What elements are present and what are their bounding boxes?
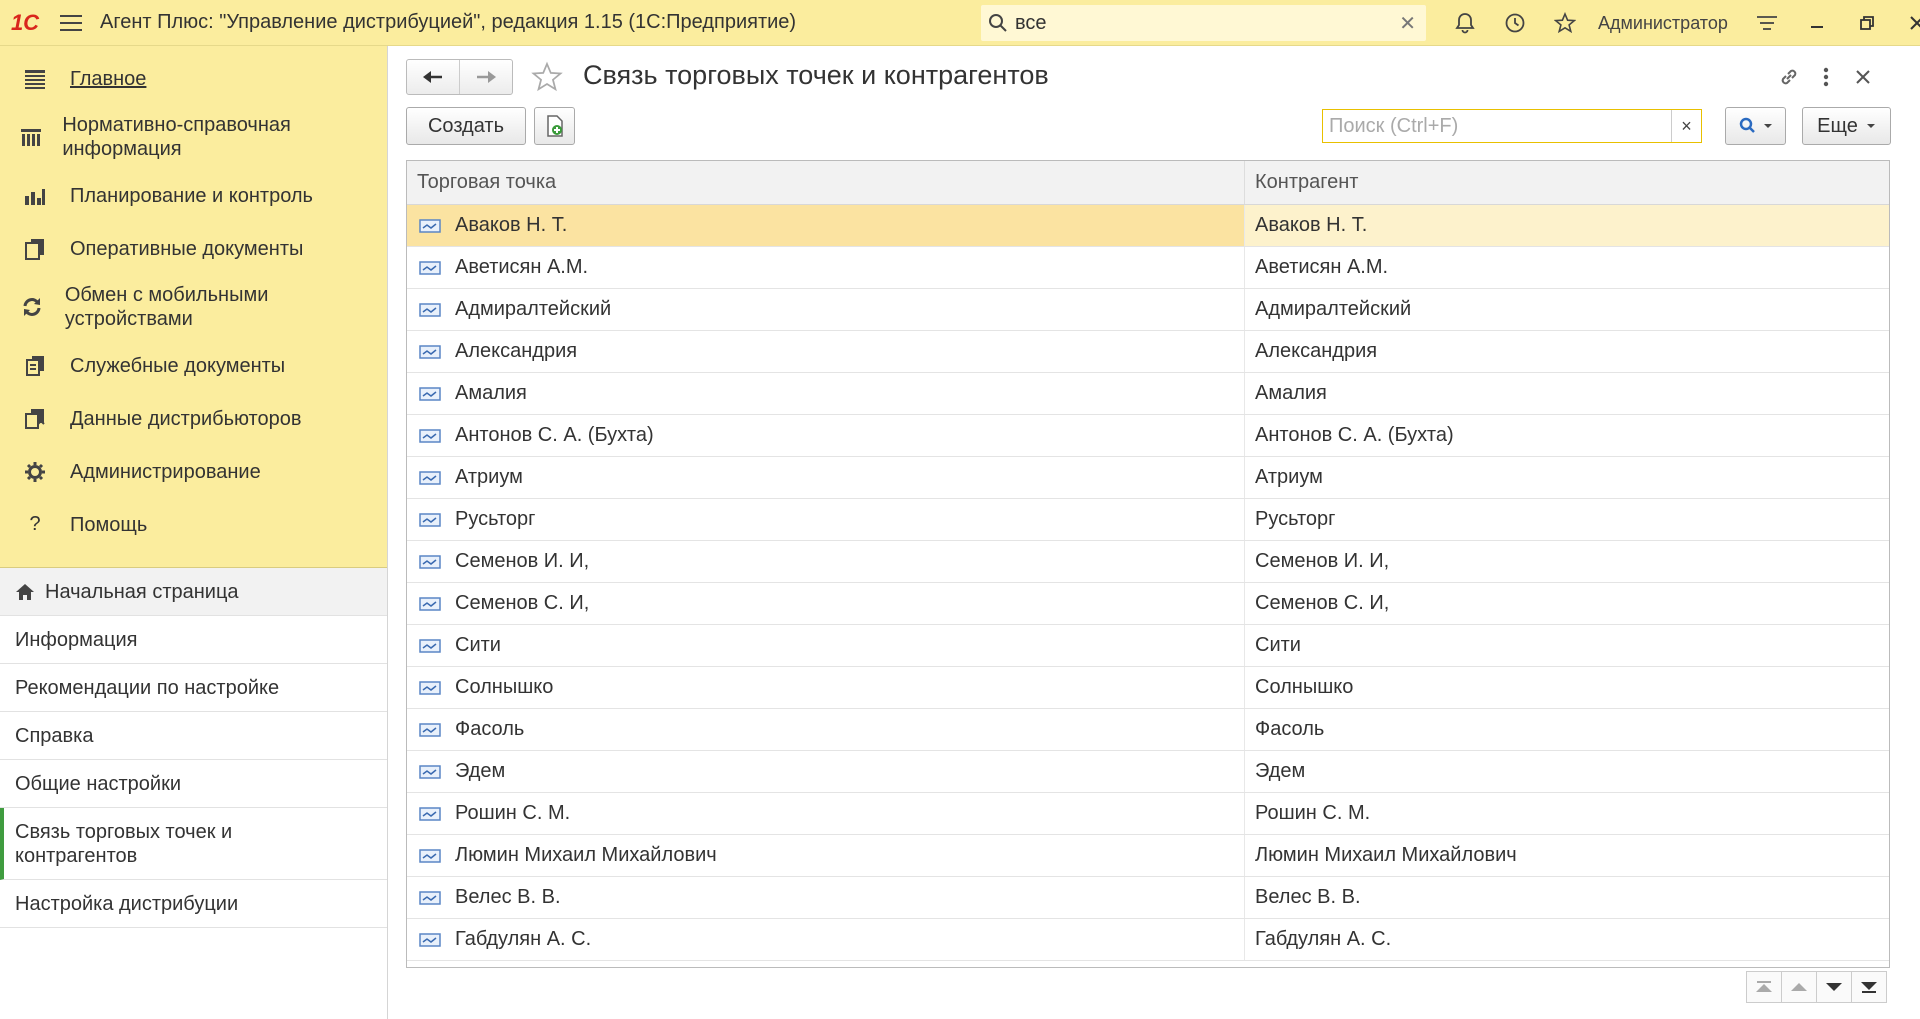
favorites-star-icon[interactable] — [1540, 0, 1590, 46]
book-columns-icon — [0, 126, 62, 148]
table-row[interactable] — [407, 247, 1889, 289]
table-row[interactable] — [407, 457, 1889, 499]
record-icon — [419, 849, 443, 863]
cell-trade-point[interactable] — [407, 457, 1245, 498]
minimize-icon[interactable] — [1792, 0, 1842, 46]
counterparty-name: Семенов С. И, — [1255, 592, 1390, 614]
distributor-data-icon — [0, 408, 70, 430]
cell-trade-point[interactable] — [407, 877, 1245, 918]
list-search-input[interactable] — [1323, 115, 1653, 138]
search-icon — [1739, 117, 1759, 135]
record-icon — [419, 765, 443, 779]
cell-counterparty[interactable] — [1245, 415, 1889, 456]
counterparty-name: Рошин С. М. — [1255, 802, 1371, 824]
section-label: Помощь — [70, 513, 148, 536]
section-distributor-data[interactable] — [0, 392, 387, 445]
cell-trade-point[interactable] — [407, 709, 1245, 750]
trade-point-name: Фасоль — [455, 718, 525, 740]
table-row[interactable] — [407, 583, 1889, 625]
record-icon — [419, 429, 443, 443]
open-window-general-settings[interactable] — [0, 760, 387, 808]
trade-point-name: Атриум — [455, 466, 523, 488]
record-icon — [419, 219, 443, 233]
record-icon — [419, 597, 443, 611]
record-icon — [419, 303, 443, 317]
record-icon — [419, 345, 443, 359]
record-icon — [419, 261, 443, 275]
table-row[interactable] — [407, 793, 1889, 835]
counterparty-name: Александрия — [1255, 340, 1378, 362]
cell-counterparty[interactable] — [1245, 625, 1889, 666]
trade-point-name: Александрия — [455, 340, 578, 362]
scroll-down-button[interactable] — [1816, 971, 1852, 1003]
add-document-icon — [545, 115, 565, 137]
section-label: Данные дистрибьюторов — [70, 407, 302, 430]
counterparty-name: Амалия — [1255, 382, 1327, 404]
form-area — [389, 46, 1920, 1019]
sync-icon — [0, 296, 65, 318]
table-row[interactable] — [407, 205, 1889, 247]
section-operational-docs[interactable] — [0, 222, 387, 275]
cell-trade-point[interactable] — [407, 373, 1245, 414]
chevron-up-icon — [1790, 981, 1808, 993]
section-label: Оперативные документы — [70, 237, 304, 260]
link-icon[interactable] — [1772, 60, 1806, 94]
open-windows-list — [0, 568, 387, 928]
open-window-label: Связь торговых точек и контрагентов — [15, 820, 233, 867]
record-icon — [419, 387, 443, 401]
scroll-to-bottom-button[interactable] — [1851, 971, 1887, 1003]
top-bar — [0, 0, 1920, 46]
section-label: Главное — [70, 67, 147, 90]
counterparty-name: Фасоль — [1255, 718, 1325, 740]
list-search[interactable] — [1322, 109, 1702, 143]
trade-point-name: Рошин С. М. — [455, 802, 571, 824]
record-icon — [419, 891, 443, 905]
section-help[interactable] — [0, 498, 387, 551]
table-row[interactable] — [407, 667, 1889, 709]
trade-point-name: Антонов С. А. (Бухта) — [455, 424, 654, 446]
cell-counterparty[interactable] — [1245, 205, 1889, 246]
open-window-info[interactable] — [0, 616, 387, 664]
chevron-down-icon — [1866, 123, 1876, 129]
open-window-label: Настройка дистрибуции — [15, 892, 239, 915]
trade-point-name: Велес В. В. — [455, 886, 561, 908]
bell-icon[interactable] — [1440, 0, 1490, 46]
global-search-input[interactable] — [1015, 12, 1375, 35]
section-label: Служебные документы — [70, 354, 286, 377]
table-row[interactable] — [407, 415, 1889, 457]
counterparty-name: Солнышко — [1255, 676, 1354, 698]
trade-point-name: Люмин Михаил Михайлович — [455, 844, 717, 866]
cell-trade-point[interactable] — [407, 583, 1245, 624]
cell-trade-point[interactable] — [407, 919, 1245, 960]
trade-point-name: Аваков Н. Т. — [455, 214, 568, 236]
list-scroll-controls — [1747, 971, 1887, 1003]
cell-trade-point[interactable] — [407, 835, 1245, 876]
counterparty-name: Габдулян А. С. — [1255, 928, 1392, 950]
trade-point-name: Адмиралтейский — [455, 298, 612, 320]
gear-icon — [0, 461, 70, 483]
scroll-to-top-button[interactable] — [1746, 971, 1782, 1003]
form-title: Связь торговых точек и контрагентов — [583, 60, 1049, 90]
cell-counterparty[interactable] — [1245, 247, 1889, 288]
cell-counterparty[interactable] — [1245, 583, 1889, 624]
counterparty-name: Аваков Н. Т. — [1255, 214, 1368, 236]
cell-counterparty[interactable] — [1245, 709, 1889, 750]
table-body — [407, 205, 1889, 961]
double-chevron-down-icon — [1860, 980, 1878, 994]
cell-counterparty[interactable] — [1245, 499, 1889, 540]
trade-point-name: Аветисян А.М. — [455, 256, 589, 278]
main-menu-button[interactable] — [50, 0, 92, 46]
double-chevron-up-icon — [1755, 980, 1773, 994]
table-header — [407, 161, 1889, 205]
cell-counterparty[interactable] — [1245, 667, 1889, 708]
counterparty-name: Люмин Михаил Михайлович — [1255, 844, 1517, 866]
open-window-label: Рекомендации по настройке — [15, 676, 280, 699]
current-user[interactable]: Администратор — [1598, 12, 1728, 33]
cell-trade-point[interactable] — [407, 541, 1245, 582]
table-row[interactable] — [407, 625, 1889, 667]
counterparty-name: Сити — [1255, 634, 1301, 656]
table-row[interactable] — [407, 919, 1889, 961]
scroll-up-button[interactable] — [1781, 971, 1817, 1003]
counterparty-name: Семенов И. И, — [1255, 550, 1390, 572]
counterparty-name: Аветисян А.М. — [1255, 256, 1389, 278]
cell-trade-point[interactable] — [407, 205, 1245, 246]
cell-counterparty[interactable] — [1245, 331, 1889, 372]
more-vertical-icon[interactable] — [1809, 60, 1843, 94]
section-label: Администрирование — [70, 460, 261, 483]
more-label: Еще — [1817, 114, 1858, 137]
back-button[interactable] — [407, 60, 460, 94]
section-main[interactable] — [0, 52, 387, 105]
record-icon — [419, 513, 443, 527]
app-logo[interactable]: 1С — [10, 9, 40, 35]
open-window-label: Справка — [15, 724, 94, 747]
nav-buttons — [406, 59, 513, 95]
counterparty-name: Русьторг — [1255, 508, 1336, 530]
data-table — [406, 160, 1890, 968]
record-icon — [419, 471, 443, 485]
table-row[interactable] — [407, 877, 1889, 919]
open-window-label: Начальная страница — [45, 580, 239, 603]
section-mobile-exchange[interactable] — [0, 275, 387, 339]
menu-lines-icon — [0, 69, 70, 89]
cell-trade-point[interactable] — [407, 289, 1245, 330]
add-to-favorites-icon[interactable] — [529, 59, 565, 95]
cell-counterparty[interactable] — [1245, 793, 1889, 834]
clear-search-button[interactable]: × — [1671, 110, 1701, 142]
table-row[interactable] — [407, 289, 1889, 331]
counterparty-name: Атриум — [1255, 466, 1323, 488]
trade-point-name: Русьторг — [455, 508, 536, 530]
counterparty-name: Велес В. В. — [1255, 886, 1361, 908]
trade-point-name: Сити — [455, 634, 501, 656]
record-icon — [419, 933, 443, 947]
sections-panel — [0, 46, 387, 568]
cell-counterparty[interactable] — [1245, 289, 1889, 330]
cell-trade-point[interactable] — [407, 247, 1245, 288]
close-window-icon[interactable] — [1892, 0, 1920, 46]
search-icon — [981, 13, 1015, 33]
cell-counterparty[interactable] — [1245, 541, 1889, 582]
create-button[interactable]: Создать — [406, 107, 526, 145]
chevron-down-icon — [1825, 981, 1843, 993]
cell-trade-point[interactable] — [407, 751, 1245, 792]
section-planning[interactable] — [0, 169, 387, 222]
open-window-distribution-setup[interactable] — [0, 880, 387, 928]
cell-counterparty[interactable] — [1245, 751, 1889, 792]
cell-counterparty[interactable] — [1245, 919, 1889, 960]
more-button[interactable] — [1802, 107, 1891, 145]
record-icon — [419, 639, 443, 653]
question-icon: ? — [29, 513, 41, 535]
forward-button[interactable] — [460, 60, 512, 94]
arrow-right-icon — [475, 69, 497, 85]
trade-point-name: Семенов И. И, — [455, 550, 590, 572]
service-docs-icon — [0, 355, 70, 377]
history-icon[interactable] — [1490, 0, 1540, 46]
section-label: Планирование и контроль — [70, 184, 313, 207]
sidebar — [0, 46, 388, 1019]
record-icon — [419, 723, 443, 737]
open-window-current[interactable] — [0, 808, 387, 880]
cell-counterparty[interactable] — [1245, 457, 1889, 498]
trade-point-name: Эдем — [455, 760, 506, 782]
table-row[interactable] — [407, 499, 1889, 541]
cell-trade-point[interactable] — [407, 331, 1245, 372]
bar-chart-icon — [0, 186, 70, 206]
section-service-docs[interactable] — [0, 339, 387, 392]
open-window-help[interactable] — [0, 712, 387, 760]
open-window-label: Общие настройки — [15, 772, 181, 795]
cell-counterparty[interactable] — [1245, 373, 1889, 414]
counterparty-name: Эдем — [1255, 760, 1306, 782]
cell-trade-point[interactable] — [407, 793, 1245, 834]
trade-point-name: Семенов С. И, — [455, 592, 590, 614]
column-header-counterparty[interactable]: Контрагент — [1255, 171, 1359, 193]
documents-icon — [0, 238, 70, 260]
table-row[interactable] — [407, 373, 1889, 415]
global-search[interactable] — [981, 5, 1426, 41]
cell-counterparty[interactable] — [1245, 835, 1889, 876]
cell-trade-point[interactable] — [407, 499, 1245, 540]
table-row[interactable] — [407, 331, 1889, 373]
record-icon — [419, 807, 443, 821]
open-window-recommendations[interactable] — [0, 664, 387, 712]
clear-icon[interactable]: ✕ — [1399, 13, 1416, 35]
section-label: Нормативно-справочная информация — [62, 114, 291, 160]
cell-trade-point[interactable] — [407, 415, 1245, 456]
section-reference-info[interactable] — [0, 105, 387, 169]
cell-trade-point[interactable] — [407, 667, 1245, 708]
chevron-down-icon — [1763, 123, 1773, 129]
cell-trade-point[interactable] — [407, 625, 1245, 666]
arrow-left-icon — [422, 69, 444, 85]
cell-counterparty[interactable] — [1245, 877, 1889, 918]
search-options-button[interactable] — [1725, 107, 1786, 145]
trade-point-name: Габдулян А. С. — [455, 928, 592, 950]
column-header-trade-point[interactable]: Торговая точка — [407, 161, 1245, 204]
trade-point-name: Солнышко — [455, 676, 554, 698]
section-label: Обмен с мобильными устройствами — [64, 284, 269, 330]
open-window-home[interactable] — [0, 568, 387, 616]
table-row[interactable] — [407, 709, 1889, 751]
trade-point-name: Амалия — [455, 382, 527, 404]
counterparty-name: Адмиралтейский — [1255, 298, 1412, 320]
close-form-icon[interactable] — [1846, 60, 1880, 94]
add-document-button[interactable] — [534, 107, 575, 145]
home-icon — [15, 583, 35, 601]
app-title: Агент Плюс: "Управление дистрибуцией", редакция 1.15 (1С:Предприятие) — [100, 11, 797, 33]
restore-icon[interactable] — [1842, 0, 1892, 46]
table-row[interactable] — [407, 835, 1889, 877]
section-administration[interactable] — [0, 445, 387, 498]
table-row[interactable] — [407, 751, 1889, 793]
hamburger-icon — [60, 22, 82, 24]
record-icon — [419, 681, 443, 695]
counterparty-name: Антонов С. А. (Бухта) — [1255, 424, 1454, 446]
settings-lines-icon[interactable] — [1742, 0, 1792, 46]
open-window-label: Информация — [15, 628, 138, 651]
table-row[interactable] — [407, 541, 1889, 583]
record-icon — [419, 555, 443, 569]
